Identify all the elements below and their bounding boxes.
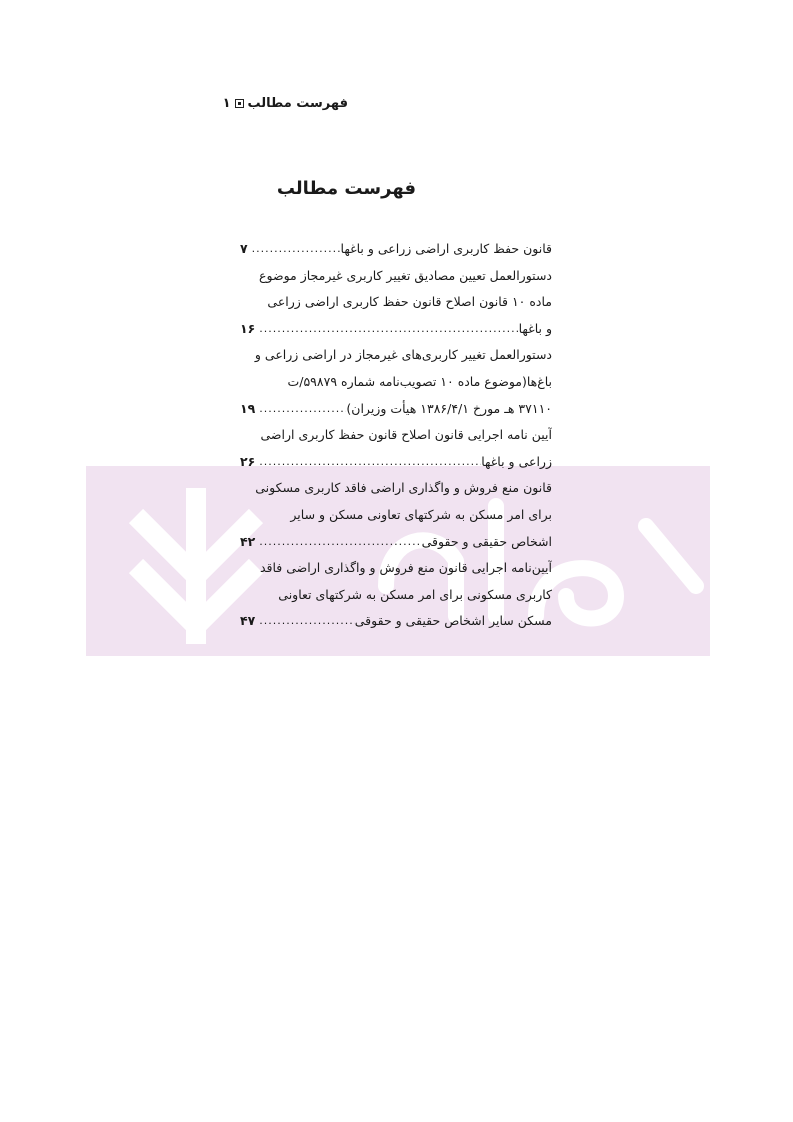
toc-line — [240, 529, 552, 556]
toc-line — [240, 263, 552, 290]
toc-entry-text: اشخاص حقیقی و حقوقی — [421, 533, 552, 549]
toc-entry-text: آیین‌نامه اجرایی قانون منع فروش و واگذاری اراضی فاقد — [259, 560, 552, 576]
toc-page-number: ۷ — [240, 241, 248, 256]
toc-entry-text: قانون حفظ کاربری اراضی زراعی و باغها — [340, 241, 552, 256]
toc-line — [240, 475, 552, 502]
toc-entry-text: و باغها — [518, 320, 552, 336]
toc-line — [240, 608, 552, 635]
toc-page-number: ۴۷ — [240, 613, 256, 629]
toc-entry-text: برای امر مسکن به شرکتهای تعاونی مسکن و سایر — [290, 506, 552, 522]
toc-line — [240, 502, 552, 529]
dot-leader — [248, 236, 341, 263]
toc-entry-text: زراعی و باغها — [481, 453, 552, 469]
table-of-contents — [240, 236, 552, 635]
dot-leader — [255, 396, 346, 423]
toc-line — [240, 289, 552, 316]
toc-line — [240, 555, 552, 582]
toc-line — [240, 316, 552, 343]
toc-entry[interactable] — [240, 263, 552, 343]
dot-leader — [255, 316, 518, 343]
toc-entry[interactable] — [240, 422, 552, 475]
toc-entry[interactable] — [240, 342, 552, 422]
toc-entry-text: ماده ۱۰ قانون اصلاح قانون حفظ کاربری اراضی زراعی — [267, 294, 552, 310]
dot-leader — [255, 529, 421, 556]
toc-entry[interactable] — [240, 555, 552, 635]
toc-line — [240, 449, 552, 476]
toc-entry-text: کاربری مسکونی برای امر مسکن به شرکتهای تعاونی — [278, 586, 552, 602]
toc-line — [240, 342, 552, 369]
toc-entry-text: دستورالعمل تعیین مصادیق تغییر کاربری غیرمجاز موضوع — [259, 267, 552, 283]
toc-entry-text: مسکن سایر اشخاص حقیقی و حقوقی — [354, 613, 552, 629]
toc-line — [240, 582, 552, 609]
toc-page-number: ۲۶ — [240, 453, 256, 469]
running-head-title: فهرست مطالب — [247, 96, 348, 111]
toc-page-number: ۴۲ — [240, 533, 256, 549]
running-head-page-number: ۱ — [222, 96, 231, 111]
toc-entry[interactable] — [240, 236, 552, 263]
toc-entry-text: باغ‌ها(موضوع ماده ۱۰ تصویب‌نامه شماره ۵۹۸۷۹/ت — [287, 373, 552, 389]
toc-entry-text: دستورالعمل تغییر کاربری‌های غیرمجاز در اراضی زراعی و — [254, 347, 552, 363]
page-title: فهرست مطالب — [276, 178, 416, 199]
toc-entry-text: آیین نامه اجرایی قانون اصلاح قانون حفظ کاربری اراضی — [260, 427, 552, 443]
running-head — [200, 96, 348, 111]
toc-line — [240, 422, 552, 449]
toc-entry-text: ۳۷۱۱۰ هـ مورخ ۱۳۸۶/۴/۱ هیأت وزیران) — [346, 400, 552, 416]
toc-entry[interactable] — [240, 475, 552, 555]
square-bullet-icon — [235, 99, 244, 108]
toc-line — [240, 369, 552, 396]
toc-line — [240, 236, 552, 263]
toc-line — [240, 396, 552, 423]
dot-leader — [255, 608, 355, 635]
toc-entry-text: قانون منع فروش و واگذاری اراضی فاقد کاربری مسکونی — [255, 480, 552, 496]
dot-leader — [255, 449, 481, 476]
toc-page-number: ۱۶ — [240, 320, 256, 336]
toc-page-number: ۱۹ — [240, 400, 256, 416]
